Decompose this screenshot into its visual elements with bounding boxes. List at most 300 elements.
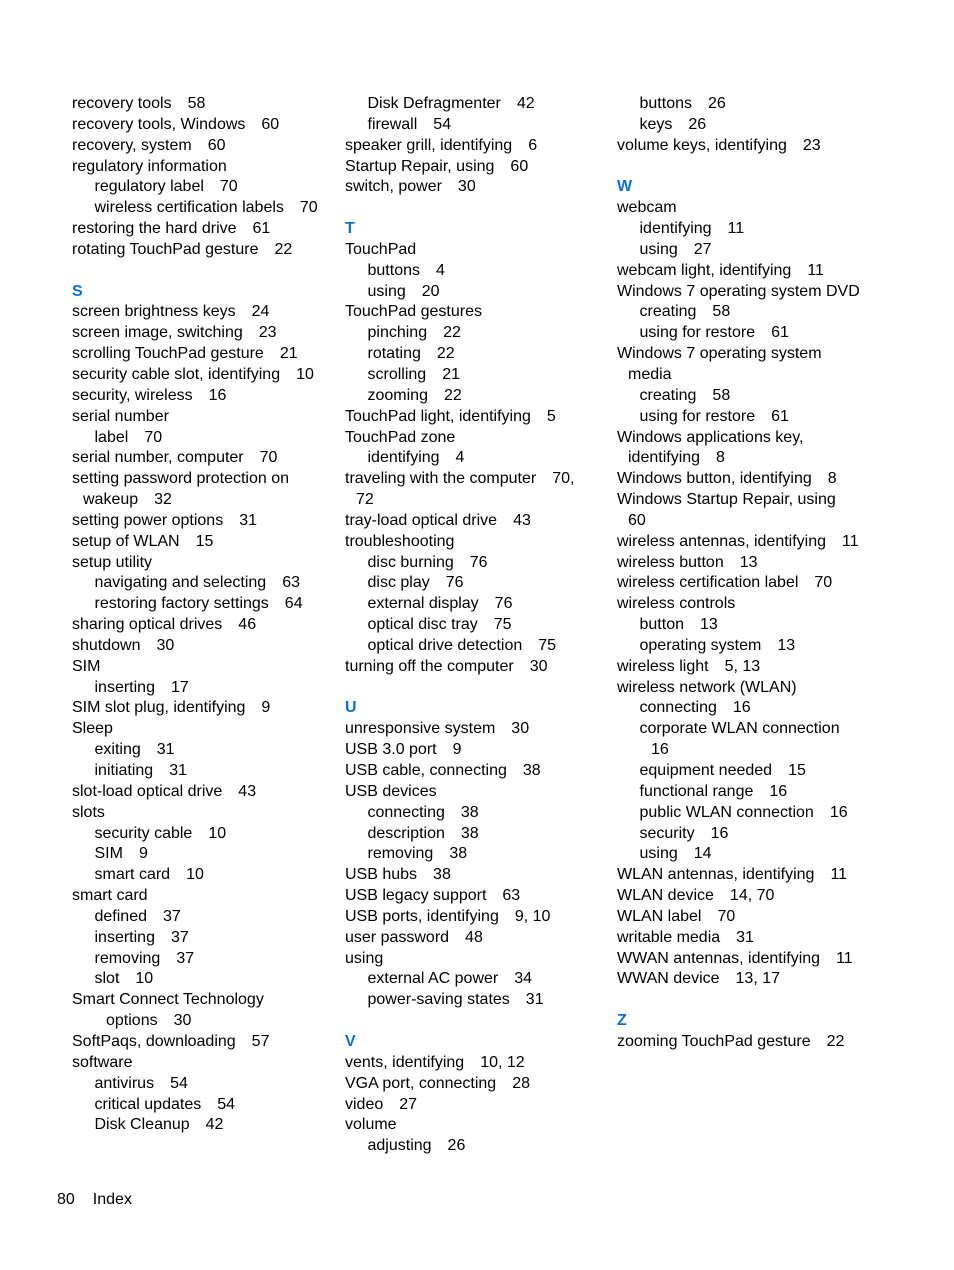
index-subentry — [72, 428, 342, 449]
entry-term: options — [106, 1012, 158, 1030]
entry-page-numbers: 58 — [712, 303, 731, 321]
entry-term: SIM — [94, 845, 123, 863]
entry-term: screen image, switching — [72, 324, 243, 342]
entry-term: WLAN device — [617, 887, 714, 905]
entry-page-numbers: 76 — [494, 595, 513, 613]
index-subentry — [345, 323, 615, 344]
entry-page-numbers: 42 — [205, 1116, 224, 1134]
entry-page-numbers: 64 — [284, 595, 303, 613]
entry-page-numbers: 11 — [727, 220, 745, 238]
entry-page-numbers: 27 — [399, 1095, 418, 1113]
index-subentry — [617, 844, 917, 865]
entry-term: connecting — [367, 803, 445, 821]
entry-term: functional range — [639, 782, 754, 800]
index-subentry — [617, 94, 917, 115]
entry-term: WLAN antennas, identifying — [617, 866, 815, 884]
entry-term: wireless controls — [617, 595, 736, 613]
entry-page-numbers: 61 — [252, 220, 271, 238]
entry-page-numbers: 26 — [447, 1137, 466, 1155]
entry-page-numbers: 58 — [187, 95, 206, 112]
entry-term: recovery tools — [72, 95, 172, 112]
index-entry — [345, 886, 615, 907]
section-spacer — [345, 1011, 615, 1032]
index-subentry — [345, 553, 615, 574]
entry-term: equipment needed — [639, 762, 773, 779]
entry-page-numbers: 16 — [769, 782, 788, 800]
entry-page-numbers: 61 — [771, 407, 789, 425]
entry-page-numbers: 37 — [176, 949, 195, 967]
index-entry — [617, 136, 917, 157]
entry-term: volume keys, identifying — [617, 136, 787, 154]
entry-page-numbers: 61 — [771, 324, 789, 342]
index-subentry — [617, 386, 917, 407]
entry-term: Windows 7 operating system DVD — [617, 282, 860, 300]
index-entry — [617, 678, 917, 699]
index-entry — [345, 782, 615, 803]
index-subentry — [72, 824, 342, 845]
index-entry — [72, 532, 342, 553]
entry-page-numbers: 22 — [826, 1032, 845, 1050]
index-letter-heading: S — [72, 282, 83, 300]
index-entry — [72, 219, 342, 240]
entry-term: screen brightness keys — [72, 303, 236, 321]
index-entry — [72, 698, 342, 719]
entry-page-numbers: 48 — [465, 928, 483, 946]
index-subentry — [72, 678, 342, 699]
index-subentry — [345, 636, 615, 657]
entry-page-numbers: 31 — [239, 511, 257, 529]
index-entry — [72, 615, 342, 636]
entry-page-numbers: 60 — [261, 115, 280, 133]
index-subentry — [72, 1074, 342, 1095]
entry-page-numbers: 38 — [449, 845, 468, 863]
entry-term: critical updates — [94, 1095, 202, 1113]
entry-term: 60 — [628, 511, 646, 529]
index-entry — [72, 386, 342, 407]
index-subentry — [617, 240, 917, 261]
entry-page-numbers: 37 — [170, 928, 189, 946]
entry-page-numbers: 22 — [443, 386, 462, 404]
entry-term: connecting — [639, 699, 717, 717]
entry-page-numbers: 70 — [299, 199, 318, 217]
index-entry — [617, 573, 917, 594]
entry-page-numbers: 27 — [693, 240, 712, 258]
index-entry — [72, 94, 342, 115]
index-entry — [345, 157, 615, 178]
index-entry — [345, 761, 615, 782]
entry-term: setup of WLAN — [72, 532, 180, 550]
entry-page-numbers: 32 — [154, 491, 172, 509]
entry-page-numbers: 11 — [807, 261, 824, 279]
index-entry — [617, 469, 917, 490]
entry-term: using — [639, 845, 678, 863]
index-entry — [345, 657, 615, 678]
entry-term: SoftPaqs, downloading — [72, 1032, 236, 1050]
entry-term: slot — [94, 970, 120, 988]
entry-term: writable media — [617, 928, 721, 946]
entry-page-numbers: 37 — [163, 907, 181, 925]
index-subentry — [72, 949, 342, 970]
entry-term: using for restore — [639, 324, 756, 342]
index-subentry — [345, 990, 615, 1011]
entry-page-numbers: 5, 13 — [724, 657, 761, 675]
entry-page-numbers: 22 — [443, 324, 461, 342]
entry-page-numbers: 17 — [170, 678, 189, 696]
entry-term: wakeup — [83, 491, 139, 509]
entry-page-numbers: 31 — [169, 762, 187, 779]
entry-term: shutdown — [72, 636, 141, 654]
entry-term: WLAN label — [617, 907, 702, 925]
entry-page-numbers: 22 — [274, 240, 293, 258]
entry-term: description — [367, 824, 445, 842]
index-entry — [617, 553, 917, 574]
index-entry — [345, 136, 615, 157]
section-spacer — [345, 198, 615, 219]
entry-page-numbers: 70 — [259, 449, 278, 467]
entry-term: security, wireless — [72, 386, 193, 404]
index-entry-continuation — [72, 490, 342, 511]
entry-term: using — [639, 240, 678, 258]
entry-page-numbers: 11 — [830, 866, 848, 884]
entry-term: power-saving states — [367, 991, 510, 1009]
entry-page-numbers: 23 — [802, 136, 821, 154]
index-entry — [345, 1074, 615, 1095]
entry-term: antivirus — [94, 1074, 155, 1092]
entry-page-numbers: 10 — [135, 970, 154, 988]
entry-term: USB cable, connecting — [345, 762, 507, 779]
entry-page-numbers: 6 — [528, 136, 538, 154]
entry-term: creating — [639, 303, 697, 321]
entry-page-numbers: 30 — [511, 720, 530, 738]
entry-term: TouchPad — [345, 240, 417, 258]
entry-page-numbers: 76 — [469, 553, 488, 571]
entry-term: setting password protection on — [72, 470, 290, 488]
entry-term: speaker grill, identifying — [345, 136, 513, 154]
index-entry — [345, 740, 615, 761]
entry-page-numbers: 21 — [442, 365, 460, 383]
entry-page-numbers: 43 — [513, 511, 531, 529]
entry-term: keys — [639, 115, 673, 133]
entry-term: VGA port, connecting — [345, 1074, 497, 1092]
entry-page-numbers: 11 — [836, 949, 853, 967]
entry-page-numbers: 43 — [238, 782, 257, 800]
entry-term: smart card — [94, 866, 171, 884]
entry-term: defined — [94, 907, 147, 925]
entry-term: media — [628, 365, 672, 383]
entry-term: rotating — [367, 345, 421, 363]
entry-term: wireless light — [617, 657, 709, 675]
entry-term: external AC power — [367, 970, 499, 988]
entry-term: removing — [94, 949, 161, 967]
index-entry — [72, 448, 342, 469]
index-entry — [345, 907, 615, 928]
entry-page-numbers: 20 — [421, 282, 440, 300]
index-entry — [72, 323, 342, 344]
entry-term: sharing optical drives — [72, 616, 223, 634]
entry-term: rotating TouchPad gesture — [72, 240, 259, 258]
index-subentry — [345, 969, 615, 990]
index-letter-heading: T — [345, 220, 355, 238]
entry-page-numbers: 63 — [502, 887, 521, 905]
entry-term: troubleshooting — [345, 532, 455, 550]
entry-term: buttons — [367, 261, 420, 279]
index-entry — [72, 365, 342, 386]
index-letter-heading: V — [345, 1032, 356, 1050]
entry-term: smart card — [72, 887, 148, 905]
index-subentry — [72, 969, 342, 990]
index-entry — [72, 240, 342, 261]
entry-page-numbers: 5 — [546, 407, 556, 425]
index-entry — [72, 344, 342, 365]
entry-page-numbers: 13 — [699, 616, 718, 634]
entry-term: public WLAN connection — [639, 803, 814, 821]
index-entry — [72, 1053, 342, 1074]
index-subentry — [617, 782, 917, 803]
entry-page-numbers: 70 — [717, 907, 736, 925]
entry-term: zooming TouchPad gesture — [617, 1032, 811, 1050]
index-entry — [72, 136, 342, 157]
entry-page-numbers: 9, 10 — [514, 907, 551, 925]
entry-term: TouchPad gestures — [345, 303, 482, 321]
entry-page-numbers: 63 — [282, 574, 300, 592]
entry-term: using — [345, 949, 384, 967]
index-entry — [345, 1053, 615, 1074]
entry-page-numbers: 58 — [712, 386, 731, 404]
entry-term: wireless network (WLAN) — [617, 678, 797, 696]
entry-page-numbers: 4 — [435, 261, 445, 279]
entry-page-numbers: 42 — [516, 95, 535, 112]
index-entry — [617, 282, 917, 303]
index-subentry — [72, 844, 342, 865]
entry-page-numbers: 23 — [258, 324, 277, 342]
index-entry — [617, 261, 917, 282]
entry-term: volume — [345, 1116, 397, 1134]
index-subentry — [72, 1095, 342, 1116]
index-subentry — [345, 448, 615, 469]
entry-term: disc play — [367, 574, 430, 592]
entry-page-numbers: 15 — [195, 532, 214, 550]
entry-term: slots — [72, 803, 105, 821]
entry-page-numbers: 10 — [296, 365, 314, 383]
entry-page-numbers: 31 — [525, 991, 544, 1009]
entry-page-numbers: 70 — [144, 428, 163, 446]
index-letter-heading: Z — [617, 1012, 627, 1030]
entry-page-numbers: 30 — [156, 636, 175, 654]
entry-page-numbers: 24 — [251, 303, 270, 321]
entry-term: SIM — [72, 657, 101, 675]
index-entry — [345, 407, 615, 428]
entry-term: serial number, computer — [72, 449, 244, 467]
entry-page-numbers: 57 — [251, 1032, 270, 1050]
index-subentry — [345, 282, 615, 303]
entry-page-numbers: 9 — [261, 699, 271, 717]
index-subentry — [345, 344, 615, 365]
entry-term: inserting — [94, 678, 155, 696]
index-subentry — [617, 407, 917, 428]
entry-term: 16 — [651, 741, 669, 759]
index-subentry — [345, 1136, 615, 1157]
index-entry-continuation — [617, 448, 917, 469]
entry-term: video — [345, 1095, 384, 1113]
entry-term: security — [639, 824, 695, 842]
index-entry — [72, 636, 342, 657]
entry-page-numbers: 13 — [777, 636, 796, 654]
page-number: 80 — [57, 1191, 75, 1208]
entry-page-numbers: 75 — [538, 636, 557, 654]
entry-term: optical drive detection — [367, 636, 523, 654]
index-subentry — [72, 573, 342, 594]
index-entry — [617, 907, 917, 928]
index-entry — [617, 1032, 917, 1053]
index-entry — [72, 469, 342, 490]
index-entry — [617, 886, 917, 907]
index-entry — [72, 407, 342, 428]
section-spacer — [72, 261, 342, 282]
index-entry — [345, 949, 615, 970]
entry-term: corporate WLAN connection — [639, 720, 840, 738]
index-entry — [345, 1095, 615, 1116]
entry-page-numbers: 4 — [455, 449, 465, 467]
entry-page-numbers: 30 — [457, 178, 476, 196]
entry-page-numbers: 26 — [688, 115, 707, 133]
entry-term: recovery tools, Windows — [72, 115, 246, 133]
entry-page-numbers: 9 — [138, 845, 148, 863]
entry-term: zooming — [367, 386, 428, 404]
entry-term: Windows 7 operating system — [617, 345, 822, 363]
entry-term: software — [72, 1053, 133, 1071]
index-entry — [617, 344, 917, 365]
index-entry — [345, 928, 615, 949]
section-spacer — [617, 990, 917, 1011]
index-subentry — [617, 219, 917, 240]
entry-term: optical disc tray — [367, 616, 478, 634]
entry-page-numbers: 38 — [522, 762, 541, 779]
entry-term: setup utility — [72, 553, 153, 571]
entry-page-numbers: 11 — [842, 532, 859, 550]
index-letter-heading: W — [617, 178, 633, 196]
section-name: Index — [92, 1191, 132, 1208]
entry-term: 72 — [356, 491, 374, 509]
entry-term: button — [639, 616, 684, 634]
index-entry — [617, 532, 917, 553]
entry-page-numbers: 16 — [710, 824, 729, 842]
entry-page-numbers: 15 — [788, 762, 806, 779]
index-letter-heading: U — [345, 699, 357, 717]
entry-term: user password — [345, 928, 450, 946]
index-subentry — [345, 115, 615, 136]
entry-term: navigating and selecting — [94, 574, 267, 592]
index-subentry — [72, 740, 342, 761]
index-entry-continuation — [617, 365, 917, 386]
index-entry — [72, 553, 342, 574]
index-entry-continuation — [345, 490, 615, 511]
entry-page-numbers: 34 — [514, 970, 533, 988]
index-subentry — [617, 824, 917, 845]
index-entry-continuation — [617, 740, 917, 761]
entry-term: Windows Startup Repair, using — [617, 491, 836, 509]
entry-page-numbers: 31 — [156, 741, 175, 759]
entry-page-numbers: 38 — [460, 803, 479, 821]
entry-term: security cable slot, identifying — [72, 365, 281, 383]
entry-term: label — [94, 428, 129, 446]
entry-page-numbers: 60 — [510, 157, 529, 175]
index-entry — [345, 469, 615, 490]
entry-term: buttons — [639, 95, 692, 112]
index-subentry — [345, 824, 615, 845]
entry-page-numbers: 13 — [739, 553, 758, 571]
index-entry — [345, 532, 615, 553]
entry-term: using for restore — [639, 407, 756, 425]
index-entry — [72, 719, 342, 740]
index-subentry — [617, 636, 917, 657]
entry-page-numbers: 16 — [732, 699, 751, 717]
entry-term: firewall — [367, 115, 418, 133]
index-entry — [617, 657, 917, 678]
entry-page-numbers: 10, 12 — [480, 1053, 525, 1071]
entry-term: USB ports, identifying — [345, 907, 499, 925]
entry-term: TouchPad light, identifying — [345, 407, 531, 425]
entry-term: external display — [367, 595, 479, 613]
index-entry — [617, 594, 917, 615]
entry-term: traveling with the computer — [345, 470, 537, 488]
entry-term: Disk Defragmenter — [367, 95, 501, 112]
entry-term: setting power options — [72, 511, 224, 529]
index-subentry — [345, 386, 615, 407]
entry-term: unresponsive system — [345, 720, 496, 738]
index-subentry — [345, 803, 615, 824]
entry-term: USB legacy support — [345, 887, 487, 905]
entry-term: security cable — [94, 824, 193, 842]
entry-term: USB devices — [345, 782, 437, 800]
entry-term: Windows applications key, — [617, 428, 804, 446]
entry-term: restoring factory settings — [94, 595, 269, 613]
page-footer — [57, 1190, 132, 1210]
entry-term: vents, identifying — [345, 1053, 465, 1071]
entry-term: wireless antennas, identifying — [617, 532, 827, 550]
entry-term: operating system — [639, 636, 762, 654]
section-spacer — [345, 678, 615, 699]
index-subentry — [617, 719, 917, 740]
entry-page-numbers: 30 — [173, 1012, 192, 1030]
entry-page-numbers: 54 — [217, 1095, 236, 1113]
entry-page-numbers: 54 — [170, 1074, 188, 1092]
entry-page-numbers: 16 — [829, 803, 848, 821]
index-subentry — [72, 1115, 342, 1136]
index-entry — [617, 928, 917, 949]
entry-term: using — [367, 282, 406, 300]
index-subentry — [345, 261, 615, 282]
entry-page-numbers: 30 — [529, 657, 548, 675]
entry-page-numbers: 38 — [433, 866, 451, 884]
index-entry — [617, 969, 917, 990]
entry-term: adjusting — [367, 1137, 432, 1155]
entry-term: USB 3.0 port — [345, 741, 437, 759]
entry-term: wireless button — [617, 553, 724, 571]
entry-term: creating — [639, 386, 697, 404]
index-subentry — [72, 907, 342, 928]
index-column-2 — [345, 94, 615, 1157]
entry-term: Disk Cleanup — [94, 1116, 190, 1134]
entry-term: wireless certification labels — [94, 199, 284, 217]
index-subentry — [617, 698, 917, 719]
entry-term: switch, power — [345, 178, 442, 196]
index-subentry — [617, 302, 917, 323]
entry-term: tray-load optical drive — [345, 511, 498, 529]
entry-term: scrolling TouchPad gesture — [72, 345, 264, 363]
entry-term: webcam light, identifying — [617, 261, 792, 279]
index-entry — [345, 428, 615, 449]
entry-page-numbers: 54 — [433, 115, 452, 133]
